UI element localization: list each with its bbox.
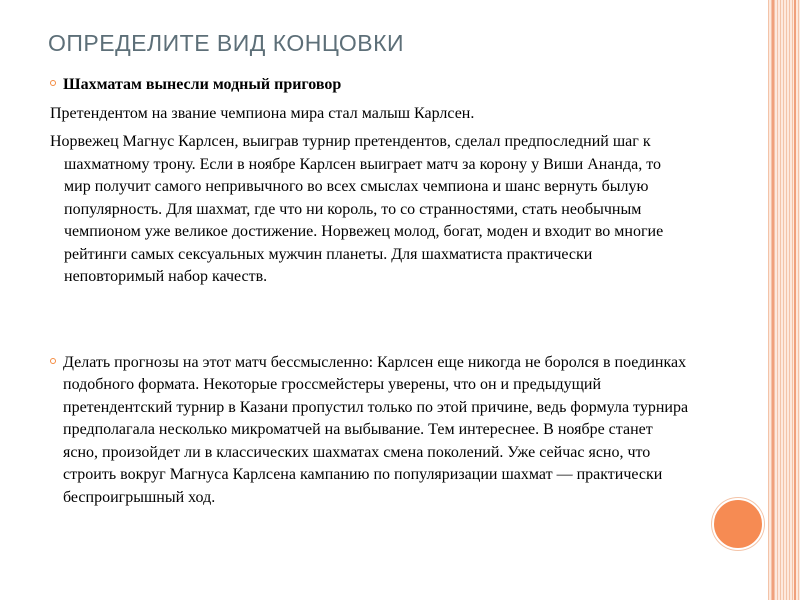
slide-body xyxy=(50,74,690,515)
circle-bullet-icon xyxy=(50,358,56,364)
intro-paragraph: Претендентом на звание чемпиона мира стал малыш Карлсен. xyxy=(50,104,475,122)
bullet-paragraph-2 xyxy=(50,352,690,510)
article-headline: Шахматам вынесли модный приговор xyxy=(63,76,342,93)
slide-title: ОПРЕДЕЛИТЕ ВИД КОНЦОВКИ xyxy=(48,30,405,56)
stripe-line xyxy=(772,0,774,600)
orange-circle-icon xyxy=(712,498,764,550)
body-paragraph-1: Норвежец Магнус Карлсен, выиграв турнир претендентов, сделал предпоследний шаг к шахматному трону. Если в ноябре Карлсен выиграет матч за корону у Виши Ананда, то мир получит самого непривычного во всех смыслах чемпиона и шанс вернуть былую популярность. Для шахмат, где что ни король, то со странностями, стать необычным чемпионом уже великое достижение. Норвежец молод, богат, моден и входит во многие рейтинги самых сексуальных мужчин планеты. Для шахматиста практически неповторимый набор качеств. xyxy=(50,133,664,285)
bullet-heading xyxy=(50,74,690,97)
circle-bullet-icon xyxy=(50,80,56,86)
spacer xyxy=(50,295,690,352)
decorative-stripe-band xyxy=(768,0,800,600)
stripe-line xyxy=(794,0,796,600)
body-paragraph-2: Делать прогнозы на этот матч бессмысленно: Карлсен еще никогда не боролся в поединках подобного формата. Некоторые гроссмейстеры уверены, что он и предыдущий претендентский турнир в Казани пропустил только по этой причине, ведь формула турнира предполагала несколько микроматчей на выбывание. Тем интереснее. В ноябре станет ясно, произойдет ли в классических шахматах смена поколений. Уже сейчас ясно, что строить вокруг Магнуса Карлсена кампанию по популяризации шахмат — практически беспроигрышный ход. xyxy=(63,353,689,506)
